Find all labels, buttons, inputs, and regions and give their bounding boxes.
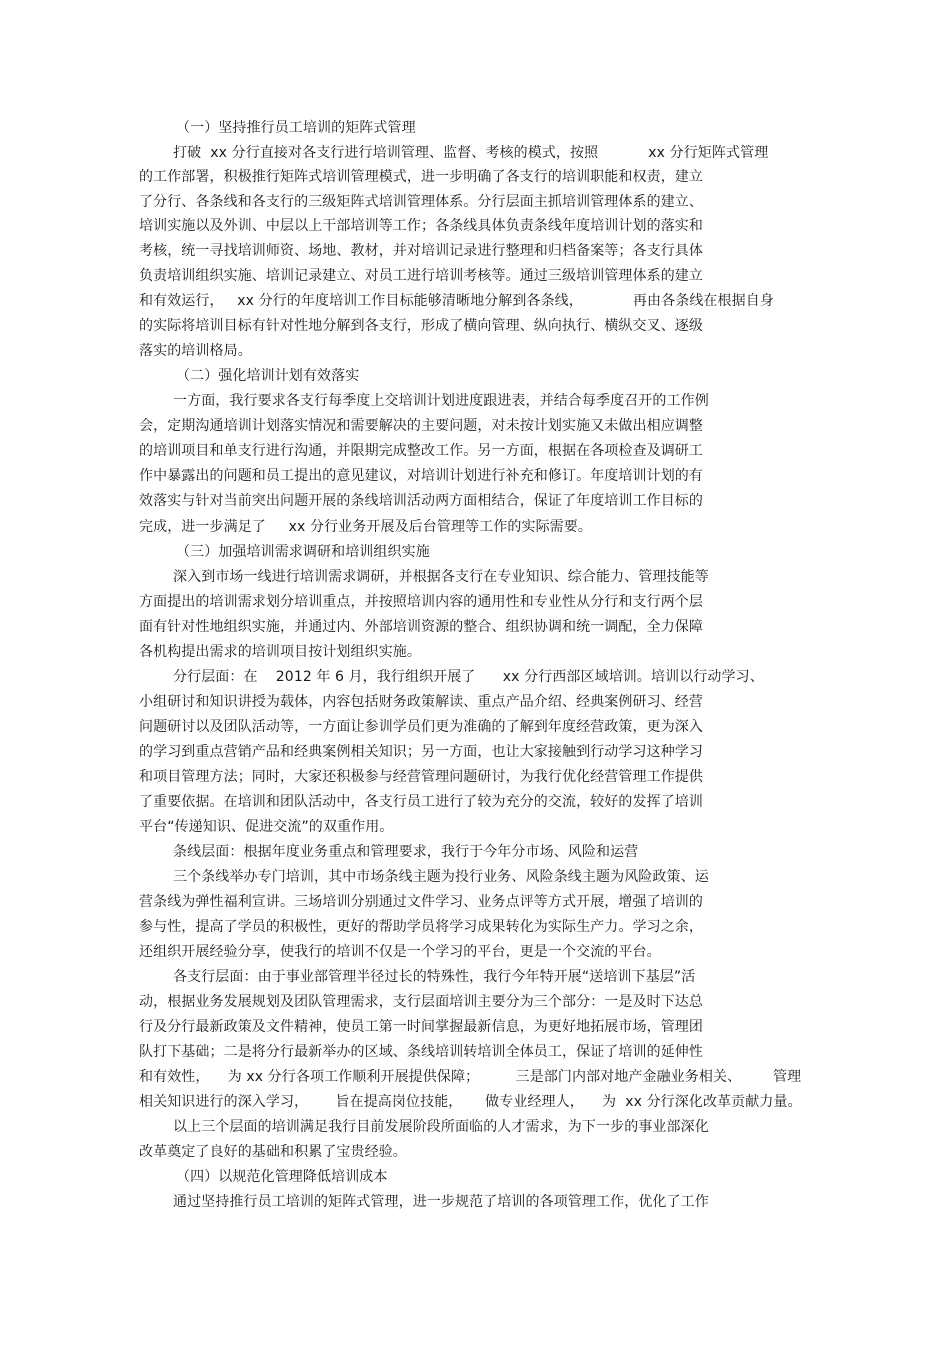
paragraph-line: 打破 xx 分行直接对各支行进行培训管理、监督、考核的模式，按照 xx 分行矩阵式管理: [173, 145, 769, 161]
paragraph-line: 问题研讨以及团队活动等，一方面让参训学员们更为准确的了解到年度经营政策，更为深入: [139, 719, 703, 735]
paragraph-line: 效落实与针对当前突出问题开展的条线培训活动两方面相结合，保证了年度培训工作目标的: [139, 493, 703, 509]
paragraph-line: 分行层面：在 2012 年 6 月，我行组织开展了 xx 分行西部区域培训。培训以行动学习、: [173, 669, 764, 685]
paragraph-line: 改革奠定了良好的基础和积累了宝贵经验。: [139, 1144, 407, 1160]
paragraph-line: 方面提出的培训需求划分培训重点，并按照培训内容的通用性和专业性从分行和支行两个层: [139, 594, 703, 610]
paragraph-line: 营条线为弹性福利宣讲。三场培训分别通过文件学习、业务点评等方式开展，增强了培训的: [139, 894, 703, 910]
section-heading-1: （一）坚持推行员工培训的矩阵式管理: [176, 120, 416, 136]
paragraph-line: 各支行层面：由于事业部管理半径过长的特殊性，我行今年特开展“送培训下基层”活: [173, 969, 696, 985]
paragraph-line: 会，定期沟通培训计划落实情况和需要解决的主要问题，对未按计划实施又未做出相应调整: [139, 418, 703, 434]
paragraph-line: 深入到市场一线进行培训需求调研，并根据各支行在专业知识、综合能力、管理技能等: [173, 569, 709, 585]
paragraph-line: 动，根据业务发展规划及团队管理需求，支行层面培训主要分为三个部分：一是及时下达总: [139, 994, 703, 1010]
paragraph-line: 培训实施以及外训、中层以上干部培训等工作；各条线具体负责条线年度培训计划的落实和: [139, 218, 703, 234]
paragraph-line: 和有效运行， xx 分行的年度培训工作目标能够清晰地分解到各条线， 再由各条线在根据自身: [139, 293, 774, 309]
paragraph-line: 作中暴露出的问题和员工提出的意见建议，对培训计划进行补充和修订。年度培训计划的有: [139, 468, 703, 484]
section-heading-4: （四）以规范化管理降低培训成本: [176, 1169, 388, 1185]
paragraph-line: 三个条线举办专门培训，其中市场条线主题为投行业务、风险条线主题为风险政策、运: [173, 869, 709, 885]
paragraph-line: 还组织开展经验分享，使我行的培训不仅是一个学习的平台，更是一个交流的平台。: [139, 944, 661, 960]
paragraph-line: 落实的培训格局。: [139, 343, 252, 359]
paragraph-line: 小组研讨和知识讲授为载体，内容包括财务政策解读、重点产品介绍、经典案例研习、经营: [139, 694, 703, 710]
paragraph-line: 队打下基础；二是将分行最新举办的区域、条线培训转培训全体员工，保证了培训的延伸性: [139, 1044, 703, 1060]
paragraph-line: 各机构提出需求的培训项目按计划组织实施。: [139, 644, 421, 660]
paragraph-line: 的培训项目和单支行进行沟通，并限期完成整改工作。另一方面，根据在各项检查及调研工: [139, 443, 703, 459]
paragraph-line: 的工作部署，积极推行矩阵式培训管理模式，进一步明确了各支行的培训职能和权责，建立: [139, 169, 703, 185]
paragraph-line: 通过坚持推行员工培训的矩阵式管理，进一步规范了培训的各项管理工作，优化了工作: [173, 1194, 709, 1210]
paragraph-line: 和项目管理方法；同时，大家还积极参与经营管理问题研讨，为我行优化经营管理工作提供: [139, 769, 703, 785]
section-heading-2: （二）强化培训计划有效落实: [176, 368, 360, 384]
paragraph-line: 和有效性， 为 xx 分行各项工作顺利开展提供保障； 三是部门内部对地产金融业务相关、 管理: [139, 1069, 802, 1085]
paragraph-line: 负责培训组织实施、培训记录建立、对员工进行培训考核等。通过三级培训管理体系的建立: [139, 268, 703, 284]
paragraph-line: 平台“传递知识、促进交流”的双重作用。: [139, 819, 394, 835]
paragraph-line: 的实际将培训目标有针对性地分解到各支行，形成了横向管理、纵向执行、横纵交叉、逐级: [139, 318, 703, 334]
paragraph-line: 参与性，提高了学员的积极性，更好的帮助学员将学习成果转化为实际生产力。学习之余，: [139, 919, 703, 935]
paragraph-line: 了分行、各条线和各支行的三级矩阵式培训管理体系。分行层面主抓培训管理体系的建立、: [139, 194, 703, 210]
paragraph-line: 一方面，我行要求各支行每季度上交培训计划进度跟进表，并结合每季度召开的工作例: [173, 393, 709, 409]
paragraph-line: 了重要依据。在培训和团队活动中，各支行员工进行了较为充分的交流，较好的发挥了培训: [139, 794, 703, 810]
paragraph-line: 相关知识进行的深入学习， 旨在提高岗位技能， 做专业经理人， 为 xx 分行深化改革贡献力量。: [139, 1094, 802, 1110]
paragraph-line: 完成，进一步满足了 xx 分行业务开展及后台管理等工作的实际需要。: [139, 519, 592, 535]
paragraph-line: 考核，统一寻找培训师资、场地、教材，并对培训记录进行整理和归档备案等；各支行具体: [139, 243, 703, 259]
paragraph-line: 行及分行最新政策及文件精神，使员工第一时间掌握最新信息，为更好地拓展市场，管理团: [139, 1019, 703, 1035]
paragraph-line: 以上三个层面的培训满足我行目前发展阶段所面临的人才需求，为下一步的事业部深化: [173, 1119, 709, 1135]
paragraph-line: 的学习到重点营销产品和经典案例相关知识；另一方面，也让大家接触到行动学习这种学习: [139, 744, 703, 760]
section-heading-3: （三）加强培训需求调研和培训组织实施: [176, 544, 430, 560]
paragraph-line: 面有针对性地组织实施，并通过内、外部培训资源的整合、组织协调和统一调配，全力保障: [139, 619, 703, 635]
paragraph-line: 条线层面：根据年度业务重点和管理要求，我行于今年分市场、风险和运营: [173, 844, 639, 860]
